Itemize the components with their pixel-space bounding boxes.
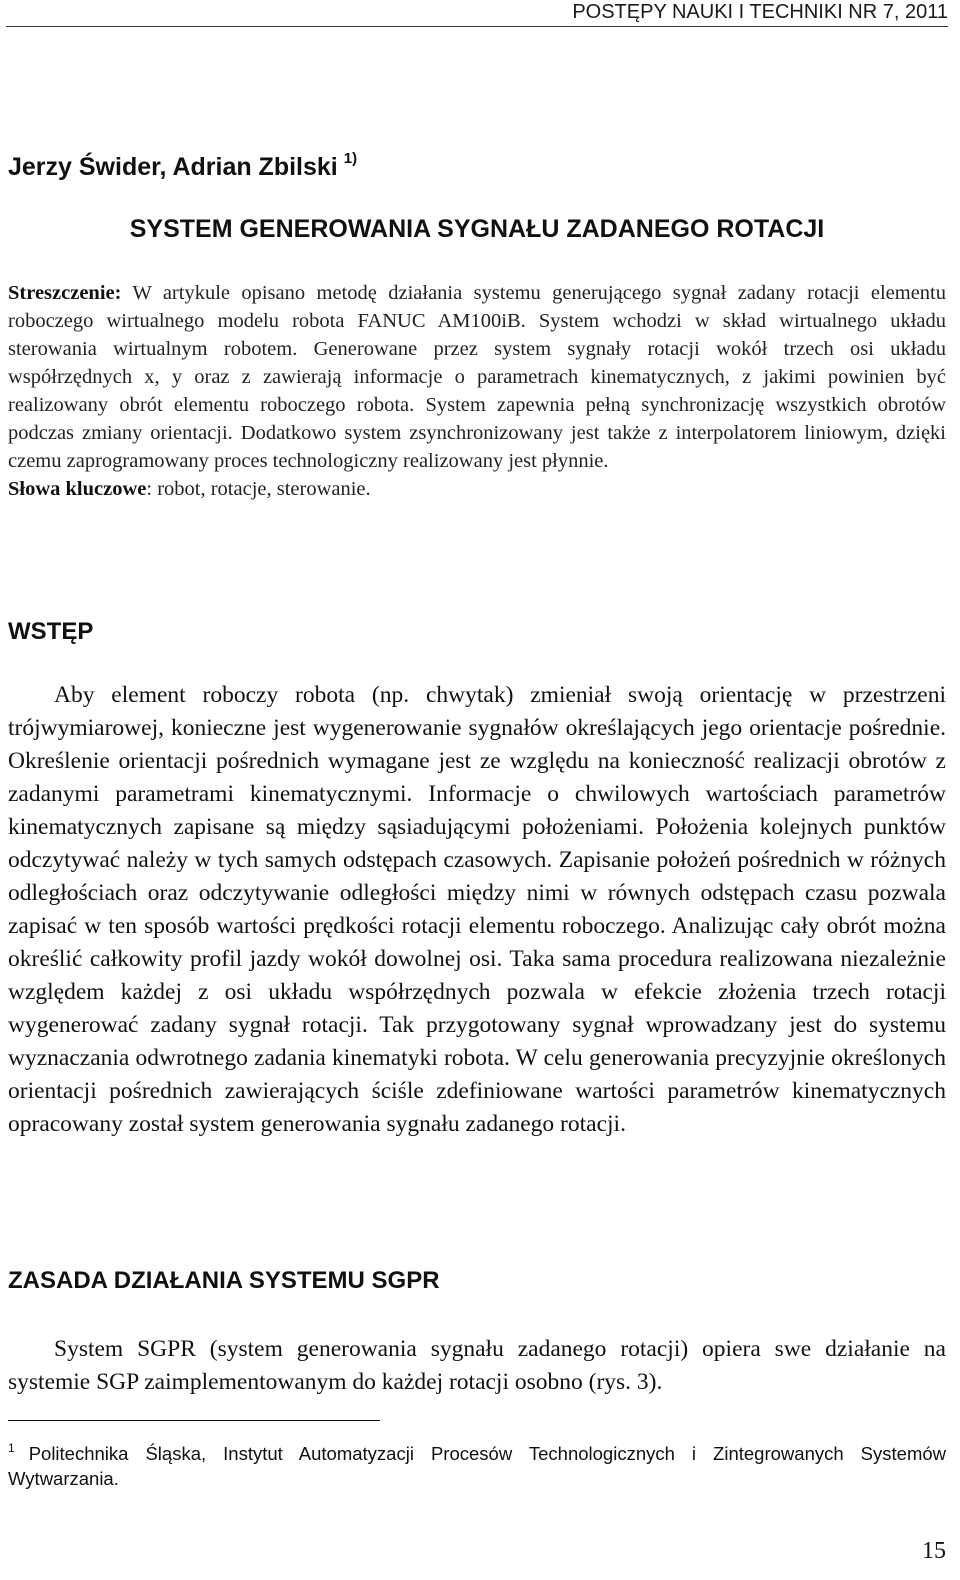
author-line — [8, 143, 357, 183]
keywords-text: : robot, rotacje, sterowanie. — [146, 478, 371, 500]
author-names: Jerzy Świder, Adrian Zbilski — [8, 153, 338, 181]
footnote-text: Politechnika Śląska, Instytut Automatyzacji Procesów Technologicznych i Zintegrowanych Systemów Wytwarzania. — [8, 1443, 946, 1489]
section-heading-introduction: WSTĘP — [8, 618, 94, 645]
keywords-paragraph — [8, 475, 946, 503]
abstract-label: Streszczenie: — [8, 282, 122, 304]
footnote-rule — [8, 1420, 380, 1421]
abstract-text: W artykule opisano metodę działania systemu generującego sygnał zadany rotacji elementu roboczego wirtualnego modelu robota FANUC AM100iB. System wchodzi w skład wirtualnego układu sterowania wirtualnym robotem. Generowane przez system sygnały rotacji wokół trzech osi układu współrzędnych x, y oraz z zawierają informacje o parametrach kinematycznych, z jakimi powinien być realizowany obrót elementu roboczego robota. System zapewnia pełną synchronizację wszystkich obrotów podczas zmiany orientacji. Dodatkowo system zsynchronizowany jest także z interpolatorem liniowym, dzięki czemu zaprogramowany proces technologiczny realizowany jest płynnie. — [8, 282, 946, 472]
footnote-mark: 1 — [8, 1441, 15, 1455]
abstract-paragraph — [8, 279, 946, 475]
footnote — [8, 1436, 946, 1491]
introduction-text: Aby element roboczy robota (np. chwytak) zmieniał swoją orientację w przestrzeni trójwymiarowej, konieczne jest wygenerowanie sygnałów określających jego orientacje pośrednie. Określenie orientacji pośrednich wymagane jest ze względu na konieczność realizacji obrotów z zadanymi parametrami kinematycznymi. Informacje o chwilowych wartościach parametrów kinematycznych zapisane są między sąsiadującymi położeniami. Położenia kolejnych punktów odczytywać należy w tych samych odstępach czasowych. Zapisanie położeń pośrednich w różnych odległościach oraz odczytywanie odległości między nimi w równych odstępach czasu pozwala zapisać w ten sposób wartości prędkości rotacji elementu roboczego. Analizując cały obrót można określić całkowity profil jazdy wokół dowolnej osi. Taka sama procedura realizowana niezależnie względem każdej z osi układu współrzędnych pozwala w efekcie złożenia trzech rotacji wygenerować zadany sygnał rotacji. Tak przygotowany sygnał wprowadzany jest do systemu wyznaczania odwrotnego zadania kinematyki robota. W celu generowania precyzyjnie określonych orientacji pośrednich zawierających ściśle zdefiniowane wartości parametrów kinematycznych opracowany został system generowania sygnału zadanego rotacji. — [8, 682, 946, 1137]
abstract — [8, 279, 946, 503]
header-rule — [6, 26, 948, 27]
keywords-label: Słowa kluczowe — [8, 478, 147, 500]
principle-text: System SGPR (system generowania sygnału zadanego rotacji) opiera swe działanie na systemie SGP zaimplementowanym do każdej rotacji osobno (rys. 3). — [8, 1336, 946, 1395]
article-title: SYSTEM GENEROWANIA SYGNAŁU ZADANEGO ROTACJI — [129, 215, 825, 243]
section-heading-principle: ZASADA DZIAŁANIA SYSTEMU SGPR — [8, 1267, 440, 1294]
author-footnote-mark: 1) — [343, 150, 358, 167]
page-number: 15 — [922, 1538, 946, 1564]
running-header: POSTĘPY NAUKI I TECHNIKI NR 7, 2011 — [572, 1, 948, 23]
section-body-introduction — [8, 679, 946, 1141]
section-body-principle — [8, 1333, 946, 1399]
